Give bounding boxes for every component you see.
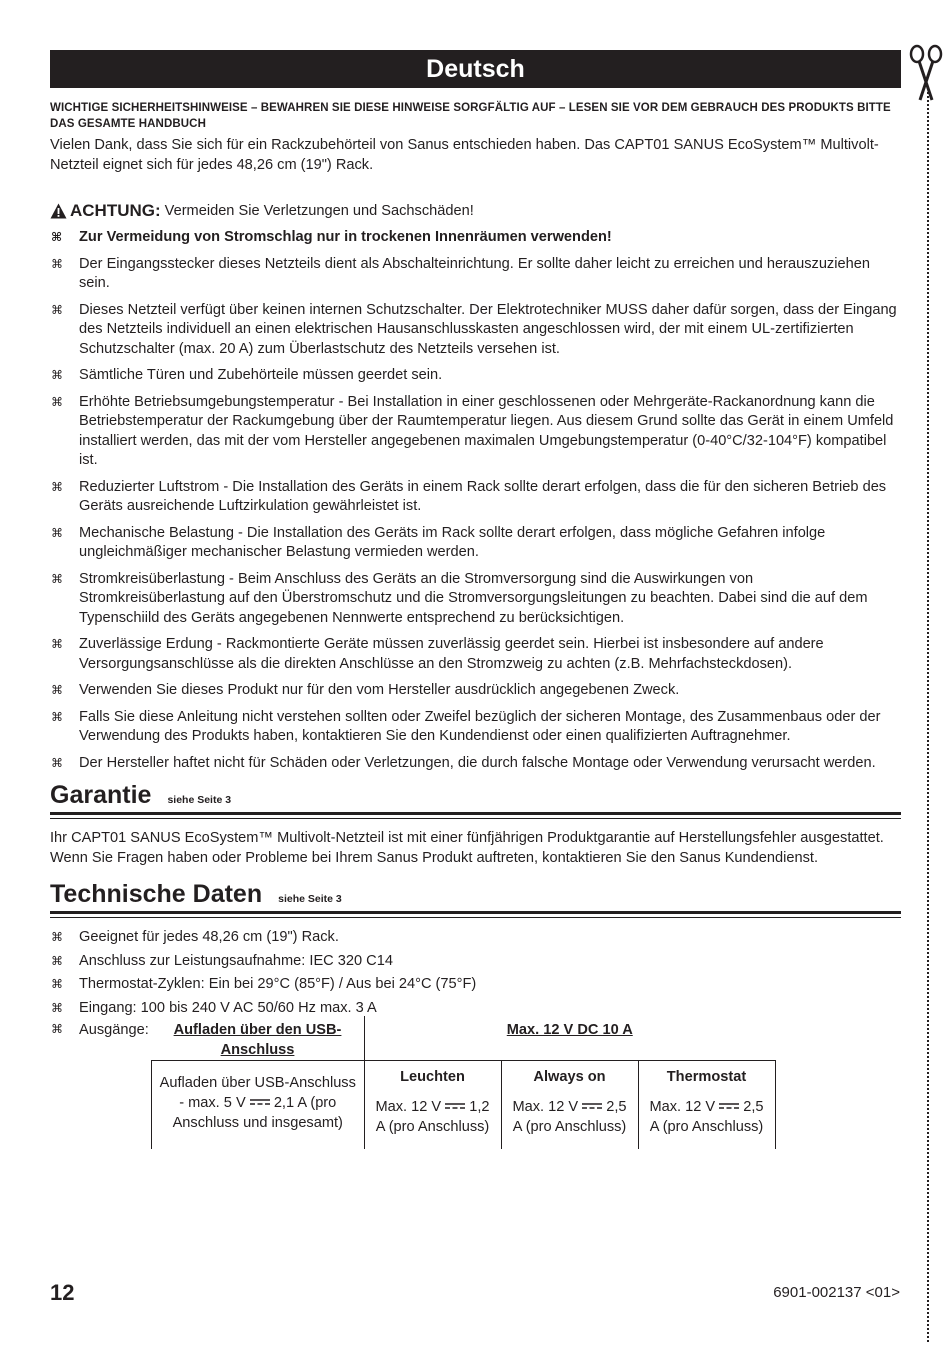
warranty-page-ref: siehe Seite 3 xyxy=(167,794,232,806)
warranty-heading xyxy=(50,781,901,815)
outputs-label: Ausgänge: xyxy=(79,1022,149,1038)
dc-header: Max. 12 V DC 10 A xyxy=(506,1022,633,1038)
dc-symbol-icon xyxy=(250,1098,270,1106)
bullet-icon: ⌘ xyxy=(51,525,63,540)
caution-line xyxy=(50,201,901,221)
col-leuchten: Leuchten xyxy=(364,1061,501,1090)
list-item: ⌘ Eingang: 100 bis 240 V AC 50/60 Hz max. 3 A xyxy=(50,999,901,1019)
list-item: ⌘ Thermostat-Zyklen: Ein bei 29°C (85°F) / Aus bei 24°C (75°F) xyxy=(50,975,901,995)
list-item: ⌘ Erhöhte Betriebsumgebungstemperatur - Bei Installation in einer geschlossenen oder Mehrgeräte-Rackanordnung kann die Betriebstemperatur der Rackumgebung über der Raumtemperatur liegen. Aus diesem Grund sollte das Gerät in einem Umfeld installiert werden, das mit der vom Hersteller angegebenen maximalen Umgebungstemperatur (0-40°C/32-104°F) kompatibel ist. xyxy=(51,393,894,468)
col-always-on: Always on xyxy=(501,1061,638,1090)
bullet-icon: ⌘ xyxy=(51,256,63,271)
bullet-icon: ⌘ xyxy=(51,394,63,409)
always-on-value: Max. 12 V 2,5 A (pro Anschluss) xyxy=(501,1089,638,1149)
bullet-icon: ⌘ xyxy=(51,368,63,382)
col-thermostat: Thermostat xyxy=(638,1061,775,1090)
bullet-icon: ⌘ xyxy=(51,683,63,697)
scissors-icon xyxy=(906,44,946,104)
list-item: ⌘ Verwenden Sie dieses Produkt nur für den vom Hersteller ausdrücklich angegebenen Zweck. xyxy=(50,681,901,701)
specs-page-ref: siehe Seite 3 xyxy=(278,893,342,905)
bullet-icon: ⌘ xyxy=(51,930,63,944)
safety-heading: WICHTIGE SICHERHEITSHINWEISE – BEWAHREN SIE DIESE HINWEISE SORGFÄLTIG AUF – LESEN SIE VOR DEM GEBRAUCH DES PRODUKTS BITTE DAS GESAMTE HANDBUCH xyxy=(50,102,891,130)
list-item: ⌘ Geeignet für jedes 48,26 cm (19") Rack. xyxy=(50,928,901,948)
dc-symbol-icon xyxy=(445,1102,465,1110)
list-item: ⌘ Anschluss zur Leistungsaufnahme: IEC 320 C14 xyxy=(50,952,901,972)
list-item: ⌘ Stromkreisüberlastung - Beim Anschluss des Geräts an die Stromversorgung sind die Auswirkungen von Stromkreisüberlastung auf den Überstromschutz und die Stromversorgungsleitungen zu beachten. Dabei sind die auf dem Typenschiild des Geräts angegebenen Nennwerte entsprechend zu berücksichtigen. xyxy=(51,570,868,626)
list-item: ⌘ Der Hersteller haftet nicht für Schäden oder Verletzungen, die durch falsche Montage oder Verwendung verursacht werden. xyxy=(50,754,901,774)
page-number: 12 xyxy=(50,1280,75,1305)
warning-triangle-icon xyxy=(50,203,67,219)
list-item: ⌘ Zuverlässige Erdung - Rackmontierte Geräte müssen zuverlässig geerdet sein. Hierbei ist insbesondere auf andere Versorgungsanschlüsse als die direkten Anschlüsse an den Stromzweig zu achten (z.B. Mehrfachsteckdosen). xyxy=(51,636,824,672)
list-item: ⌘ Zur Vermeidung von Stromschlag nur in trockenen Innenräumen verwenden! xyxy=(50,228,901,248)
bullet-icon: ⌘ xyxy=(51,1000,63,1015)
bullet-icon: ⌘ xyxy=(51,637,63,651)
bullet-icon: ⌘ xyxy=(51,977,63,991)
specs-list xyxy=(50,928,901,1018)
page-content xyxy=(50,50,901,1172)
specs-title: Technische Daten xyxy=(50,880,263,908)
list-item: ⌘ Dieses Netzteil verfügt über keinen internen Schutzschalter. Der Elektrotechniker MUSS daher dafür sorgen, dass der Eingang des Netzteils individuell an einen elektrischen Hausanschlusskasten angeschlossen wird, der mit einem UL-zertifizierten Schutzschalter (max. 20 A) zum Überlastschutz des Netzteils versehen ist. xyxy=(51,301,897,357)
list-item: ⌘ Reduzierter Luftstrom - Die Installation des Geräts in einem Rack sollte derart erfolgen, dass die für den sicheren Betrieb des Geräts ausreichende Luftzirkulation gewährleistet ist. xyxy=(51,478,887,514)
intro-text: Vielen Dank, dass Sie sich für ein Rackzubehörteil von Sanus entschieden haben. Das CAPT01 SANUS EcoSystem™ Multivolt-Netzteil eignet sich für jedes 48,26 cm (19") Rack. xyxy=(50,137,879,173)
usb-header: Aufladen über den USB-Anschluss xyxy=(152,1016,365,1061)
leuchten-value: Max. 12 V 1,2 A (pro Anschluss) xyxy=(364,1089,501,1149)
specs-heading xyxy=(50,880,901,914)
thermostat-value: Max. 12 V 2,5 A (pro Anschluss) xyxy=(638,1089,775,1149)
warranty-title: Garantie xyxy=(50,781,152,809)
bullet-icon: ⌘ xyxy=(51,1022,63,1036)
dc-symbol-icon xyxy=(719,1102,739,1110)
caution-label: ACHTUNG: xyxy=(70,201,161,220)
list-item: ⌘ Mechanische Belastung - Die Installation des Geräts im Rack sollte derart erfolgen, dass mögliche Gefahren infolge ungleichmäßiger mechanischer Belastung vermieden werden. xyxy=(51,524,826,560)
bullet-icon: ⌘ xyxy=(51,302,63,317)
bullet-icon: ⌘ xyxy=(51,571,63,586)
cut-line xyxy=(927,92,929,1342)
warranty-text: Ihr CAPT01 SANUS EcoSystem™ Multivolt-Netzteil ist mit einer fünfjährigen Produktgarantie auf Herstellungsfehler ausgestattet. Wenn Sie Fragen haben oder Probleme bei Ihrem Sanus Produkt auftreten, kontaktieren Sie den Sanus Kundendienst. xyxy=(50,830,884,866)
bullet-icon: ⌘ xyxy=(51,230,63,244)
document-code: 6901-002137 <01> xyxy=(773,1284,900,1301)
warning-list xyxy=(50,228,901,773)
list-item: ⌘ Sämtliche Türen und Zubehörteile müssen geerdet sein. xyxy=(50,366,901,386)
dc-symbol-icon xyxy=(582,1102,602,1110)
bullet-icon: ⌘ xyxy=(51,953,63,968)
bullet-icon: ⌘ xyxy=(51,755,63,770)
list-item: ⌘ Der Eingangsstecker dieses Netzteils dient als Abschalteinrichtung. Er sollte daher leicht zu erreichen und herauszuziehen sein. xyxy=(51,255,870,291)
bullet-icon: ⌘ xyxy=(51,709,63,724)
language-banner: Deutsch xyxy=(50,50,901,88)
list-item: ⌘ Falls Sie diese Anleitung nicht verstehen sollten oder Zweifel bezüglich der sicheren Montage, des Zusammenbaus oder der Verwendung des Produkts haben, kontaktieren Sie den Kundendienst oder einen qualifizierten Auftragnehmer. xyxy=(51,708,881,744)
outputs-block xyxy=(50,1022,901,1172)
usb-value-cell: Aufladen über USB-Anschluss - max. 5 V 2,1 A (pro Anschluss und insgesamt) xyxy=(152,1061,365,1150)
caution-text: Vermeiden Sie Verletzungen und Sachschäden! xyxy=(164,203,474,219)
bullet-icon: ⌘ xyxy=(51,479,63,494)
outputs-table xyxy=(151,1016,776,1149)
